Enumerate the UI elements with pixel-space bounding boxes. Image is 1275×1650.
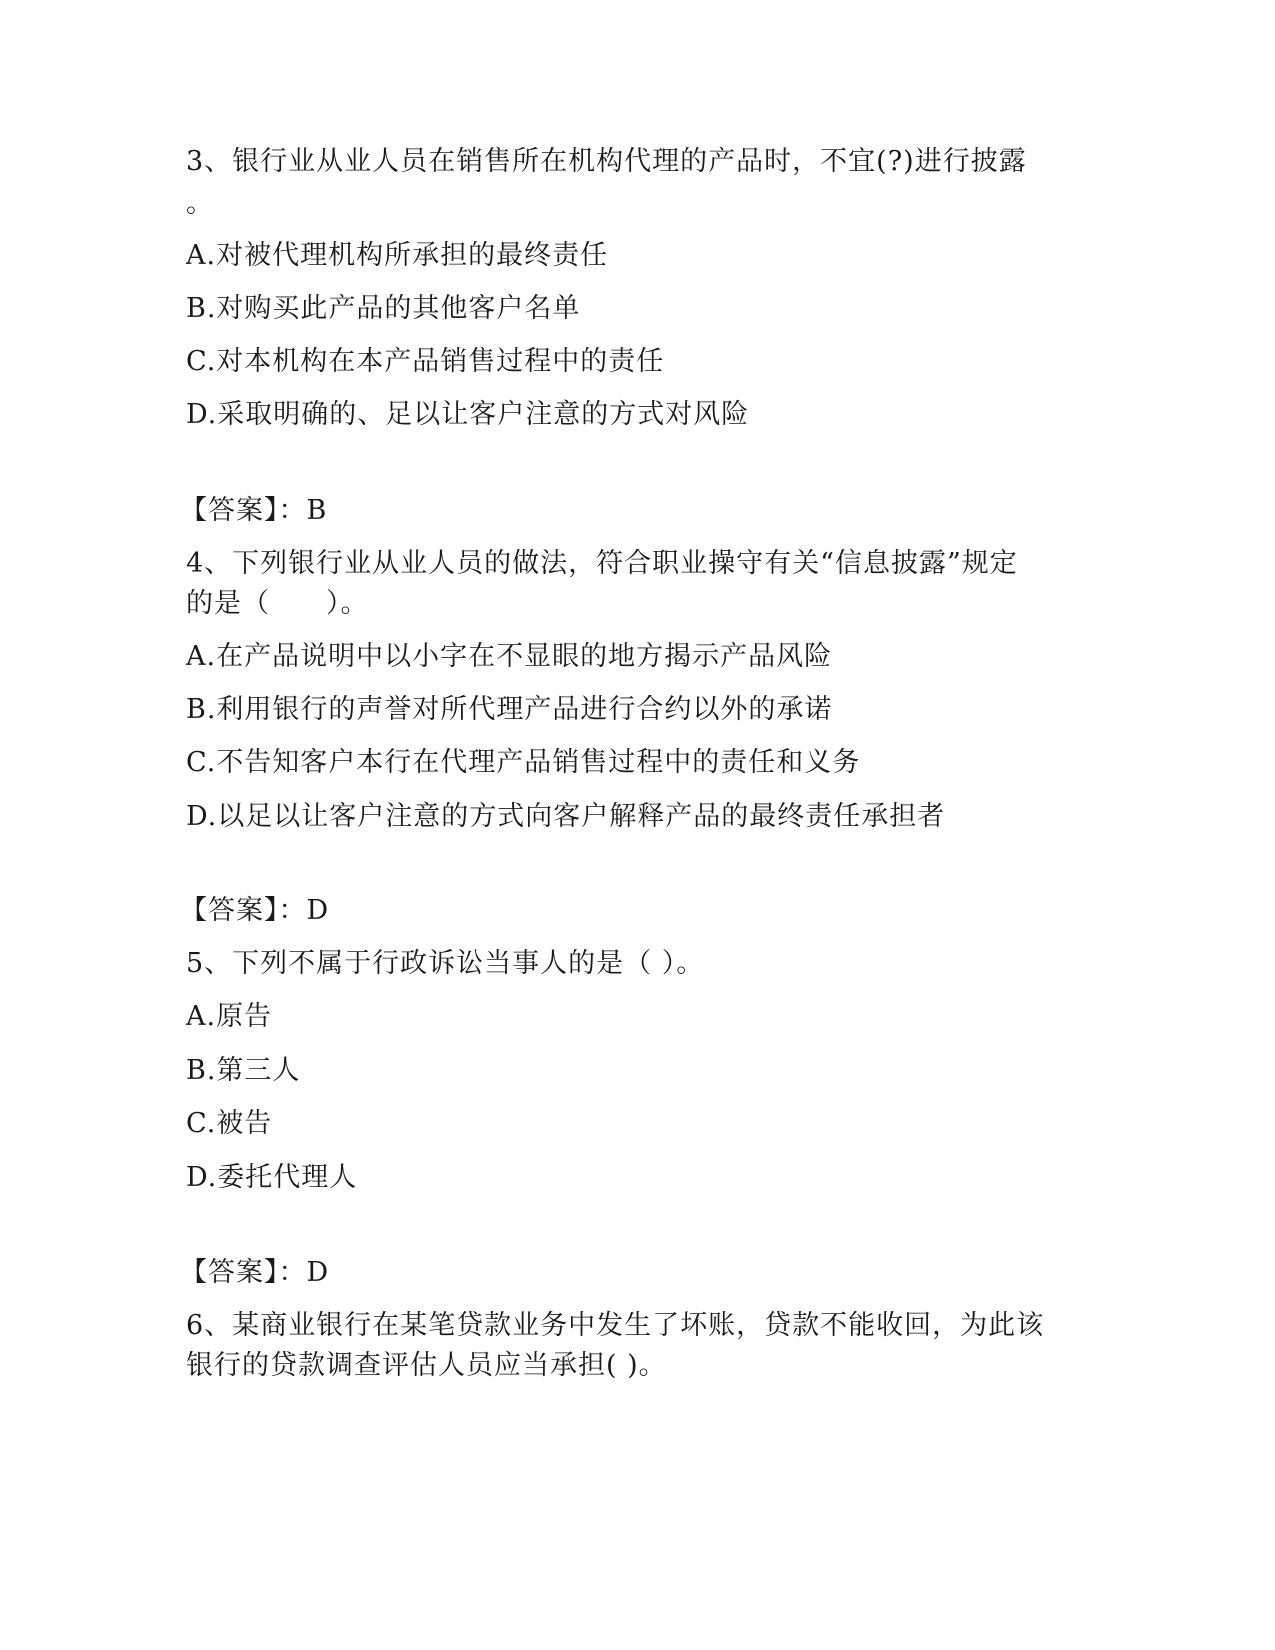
question-3-option-b: B.对购买此产品的其他客户名单 (186, 293, 581, 324)
question-6-stem-line-1: 6、某商业银行在某笔贷款业务中发生了坏账，贷款不能收回，为此该 (186, 1310, 1045, 1341)
question-3-option-a: A.对被代理机构所承担的最终责任 (186, 240, 609, 271)
question-5-option-d: D.委托代理人 (186, 1162, 358, 1193)
question-5-stem: 5、下列不属于行政诉讼当事人的是（ ）。 (186, 948, 705, 979)
question-3-option-d: D.采取明确的、足以让客户注意的方式对风险 (186, 399, 750, 430)
question-4-option-b: B.利用银行的声誉对所代理产品进行合约以外的承诺 (186, 694, 833, 725)
question-3-stem-line-2: 。 (186, 188, 214, 219)
question-5-option-b: B.第三人 (186, 1055, 301, 1086)
question-4-stem-line-2: 的是（ ）。 (186, 588, 369, 619)
question-5-answer: 【答案】：D (180, 1257, 330, 1288)
question-5-option-a: A.原告 (186, 1001, 273, 1032)
question-4-answer: 【答案】：D (180, 895, 330, 926)
question-3-answer: 【答案】：B (180, 495, 328, 526)
question-5-option-c: C.被告 (186, 1108, 273, 1139)
question-6-stem-line-2: 银行的贷款调查评估人员应当承担( )。 (186, 1350, 667, 1381)
question-3-stem-line-1: 3、银行业从业人员在销售所在机构代理的产品时，不宜(?)进行披露 (186, 146, 1027, 177)
question-4-option-a: A.在产品说明中以小字在不显眼的地方揭示产品风险 (186, 641, 833, 672)
question-3-option-c: C.对本机构在本产品销售过程中的责任 (186, 346, 665, 377)
question-4-option-c: C.不告知客户本行在代理产品销售过程中的责任和义务 (186, 747, 861, 778)
question-4-stem-line-1: 4、下列银行业从业人员的做法，符合职业操守有关“信息披露”规定 (186, 548, 1018, 579)
question-4-option-d: D.以足以让客户注意的方式向客户解释产品的最终责任承担者 (186, 801, 946, 832)
